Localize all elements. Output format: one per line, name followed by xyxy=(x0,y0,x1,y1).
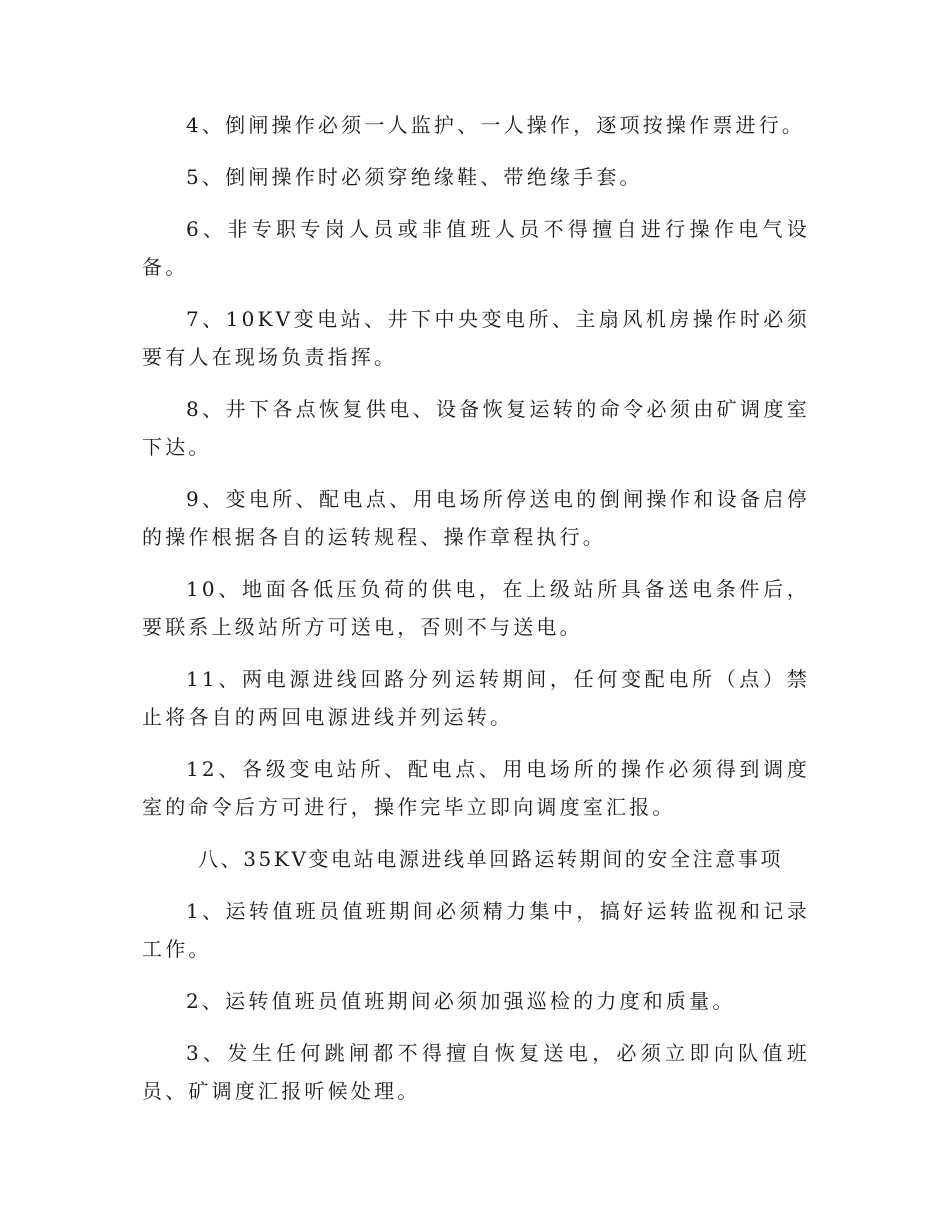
section-paragraph-item-3: 3、发生任何跳闸都不得擅自恢复送电，必须立即向队值班员、矿调度汇报听候处理。 xyxy=(142,1041,810,1103)
section-paragraph-item-2: 2、运转值班员值班期间必须加强巡检的力度和质量。 xyxy=(186,989,736,1013)
paragraph-item-7: 7、10KV变电站、井下中央变电所、主扇风机房操作时必须要有人在现场负责指挥。 xyxy=(142,307,810,369)
paragraph-item-6: 6、非专职专岗人员或非值班人员不得擅自进行操作电气设备。 xyxy=(142,217,810,279)
paragraph-item-9: 9、变电所、配电点、用电场所停送电的倒闸操作和设备启停的操作根据各自的运转规程、操作章程执行。 xyxy=(142,487,810,549)
paragraph-item-5: 5、倒闸操作时必须穿绝缘鞋、带绝缘手套。 xyxy=(186,165,643,189)
document-body xyxy=(142,106,810,1124)
paragraph-item-4: 4、倒闸操作必须一人监护、一人操作，逐项按操作票进行。 xyxy=(186,113,806,137)
section-paragraph-item-1: 1、运转值班员值班期间必须精力集中，搞好运转监视和记录工作。 xyxy=(142,899,810,961)
paragraph-item-11: 11、两电源进线回路分列运转期间，任何变配电所（点）禁止将各自的两回电源进线并列运转。 xyxy=(142,667,810,729)
paragraph-item-12: 12、各级变电站所、配电点、用电场所的操作必须得到调度室的命令后方可进行，操作完毕立即向调度室汇报。 xyxy=(142,757,810,819)
paragraph-item-10: 10、地面各低压负荷的供电，在上级站所具备送电条件后，要联系上级站所方可送电，否则不与送电。 xyxy=(142,577,810,639)
section-heading: 八、35KV变电站电源进线单回路运转期间的安全注意事项 xyxy=(198,847,784,871)
paragraph-item-8: 8、井下各点恢复供电、设备恢复运转的命令必须由矿调度室下达。 xyxy=(142,397,810,459)
